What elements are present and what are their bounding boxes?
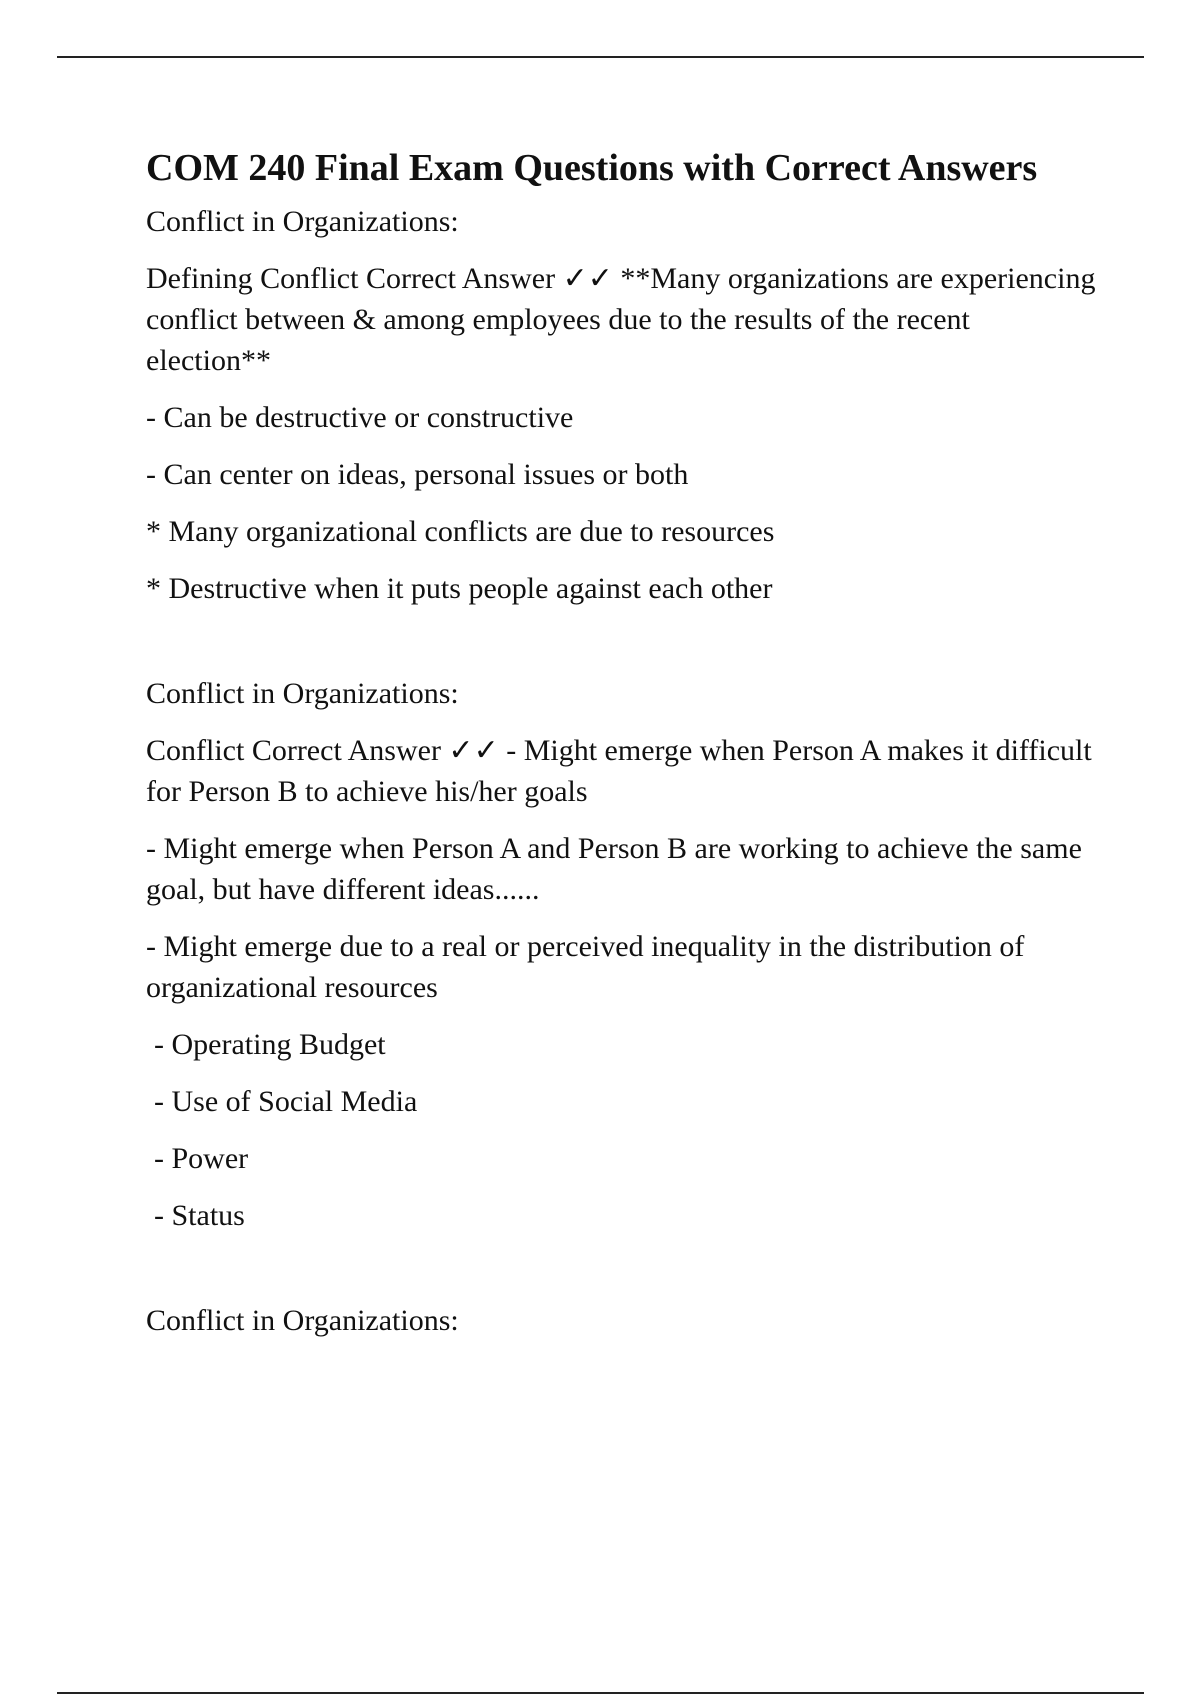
page-bottom-rule [57, 1692, 1144, 1694]
list-item: * Many organizational conflicts are due to resources [146, 515, 775, 548]
section-heading: Conflict in Organizations: [146, 205, 459, 238]
answer-paragraph: Conflict Correct Answer ✓✓ - Might emerge when Person A makes it difficult for Person B to achieve his/her goals [146, 734, 1092, 808]
list-item: - Can center on ideas, personal issues or both [146, 458, 689, 491]
list-item: - Can be destructive or constructive [146, 401, 574, 434]
section-spacer [146, 1252, 1096, 1300]
document-body [146, 143, 1096, 1357]
section-heading: Conflict in Organizations: [146, 677, 459, 710]
list-item: - Might emerge due to a real or perceived inequality in the distribution of organizational resources [146, 930, 1025, 1004]
list-item: - Might emerge when Person A and Person B are working to achieve the same goal, but have different ideas...... [146, 832, 1082, 906]
section-heading: Conflict in Organizations: [146, 1304, 459, 1337]
list-item: * Destructive when it puts people against each other [146, 572, 773, 605]
section-3 [146, 1300, 1096, 1341]
sub-list-item: - Status [154, 1199, 245, 1232]
section-2 [146, 673, 1096, 1236]
sub-list-item: - Power [154, 1142, 249, 1175]
sub-list-item: - Use of Social Media [154, 1085, 418, 1118]
document-title: COM 240 Final Exam Questions with Correct Answers [146, 147, 1038, 189]
sub-list-item: - Operating Budget [154, 1028, 386, 1061]
section-1 [146, 201, 1096, 609]
answer-paragraph: Defining Conflict Correct Answer ✓✓ **Many organizations are experiencing conflict between & among employees due to the results of the recent election** [146, 262, 1096, 377]
section-spacer [146, 625, 1096, 673]
page-top-rule [57, 56, 1144, 58]
